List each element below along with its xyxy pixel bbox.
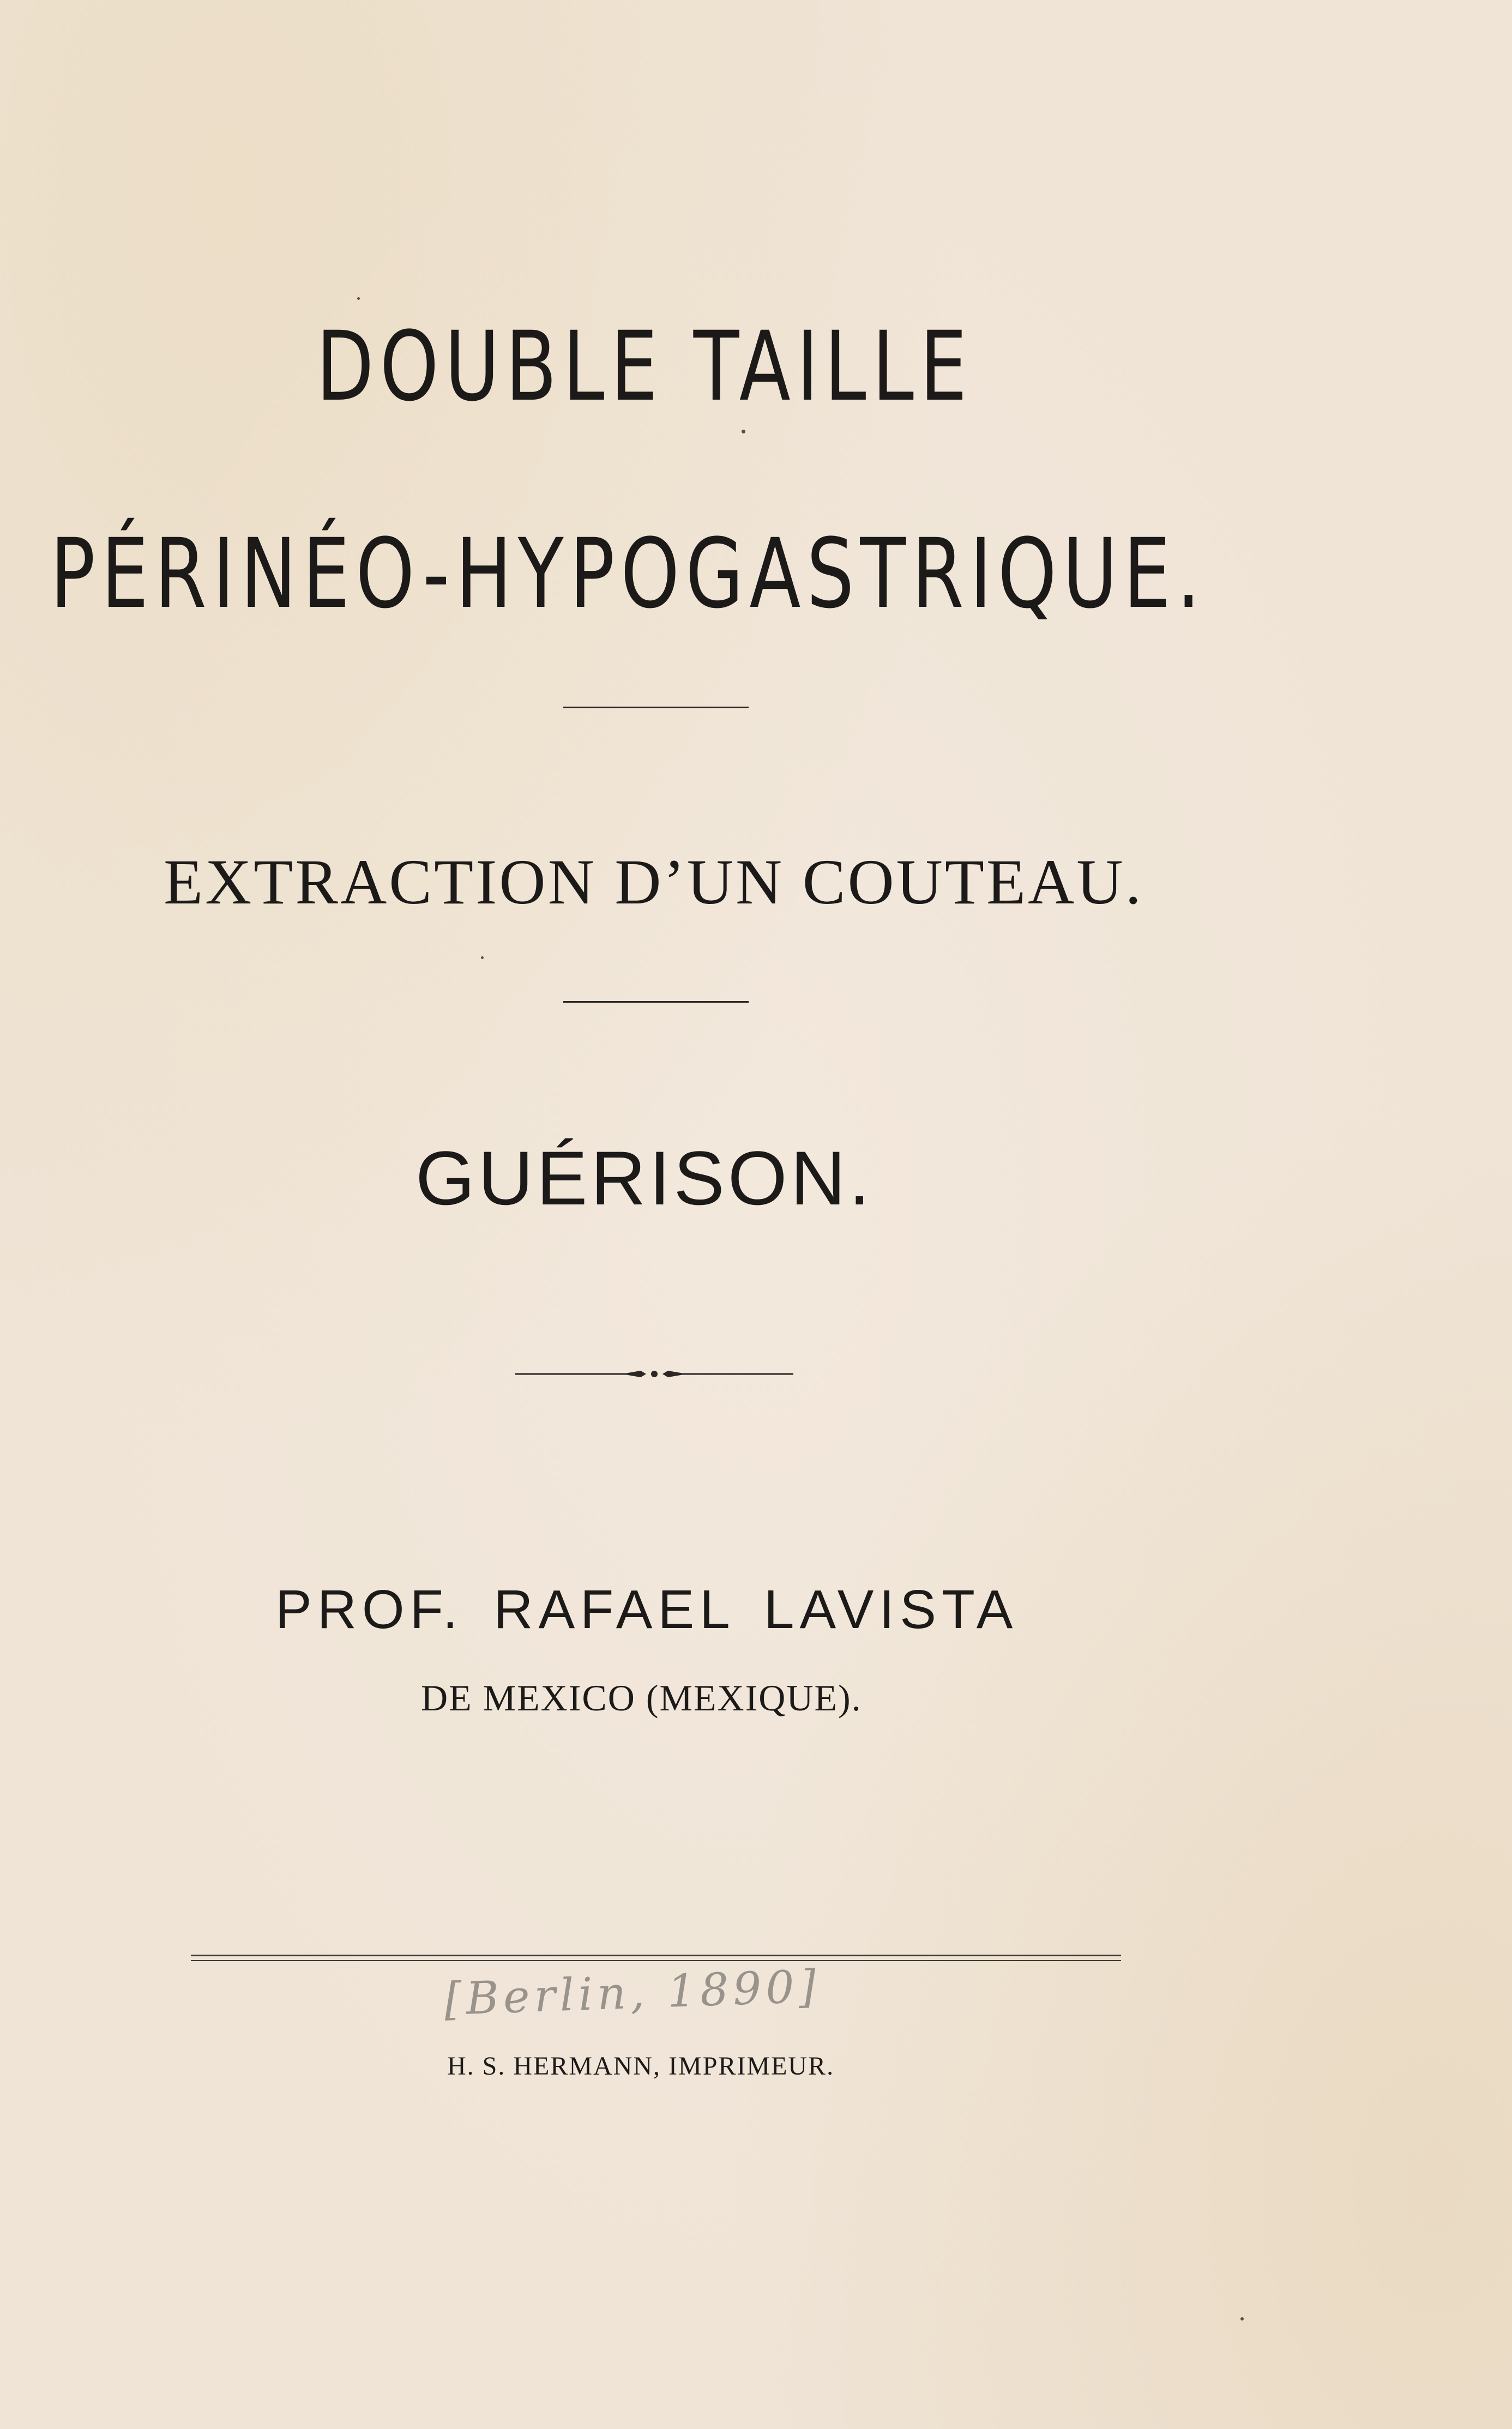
paper-speck bbox=[742, 430, 745, 433]
subtitle: EXTRACTION D’UN COUTEAU. bbox=[164, 846, 1143, 918]
ornamental-divider bbox=[515, 1363, 793, 1385]
printer-imprint: H. S. HERMANN, IMPRIMEUR. bbox=[447, 2052, 835, 2081]
paper-speck bbox=[481, 956, 484, 959]
paper-speck bbox=[357, 297, 360, 300]
title-line-2: PÉRINÉO-HYPOGASTRIQUE. bbox=[50, 518, 1207, 630]
title-line-1: DOUBLE TAILLE bbox=[316, 311, 973, 423]
outcome-heading: GUÉRISON. bbox=[415, 1135, 874, 1221]
author-name: PROF. RAFAEL LAVISTA bbox=[275, 1579, 1019, 1640]
author-affiliation: DE MEXICO (MEXIQUE). bbox=[421, 1677, 862, 1719]
short-rule-middle bbox=[563, 1001, 749, 1003]
short-rule-top bbox=[563, 707, 749, 708]
handwritten-pencil-note: [Berlin, 1890] bbox=[443, 1960, 822, 2026]
double-rule bbox=[191, 1955, 1121, 1961]
paper-speck bbox=[1240, 2317, 1244, 2320]
